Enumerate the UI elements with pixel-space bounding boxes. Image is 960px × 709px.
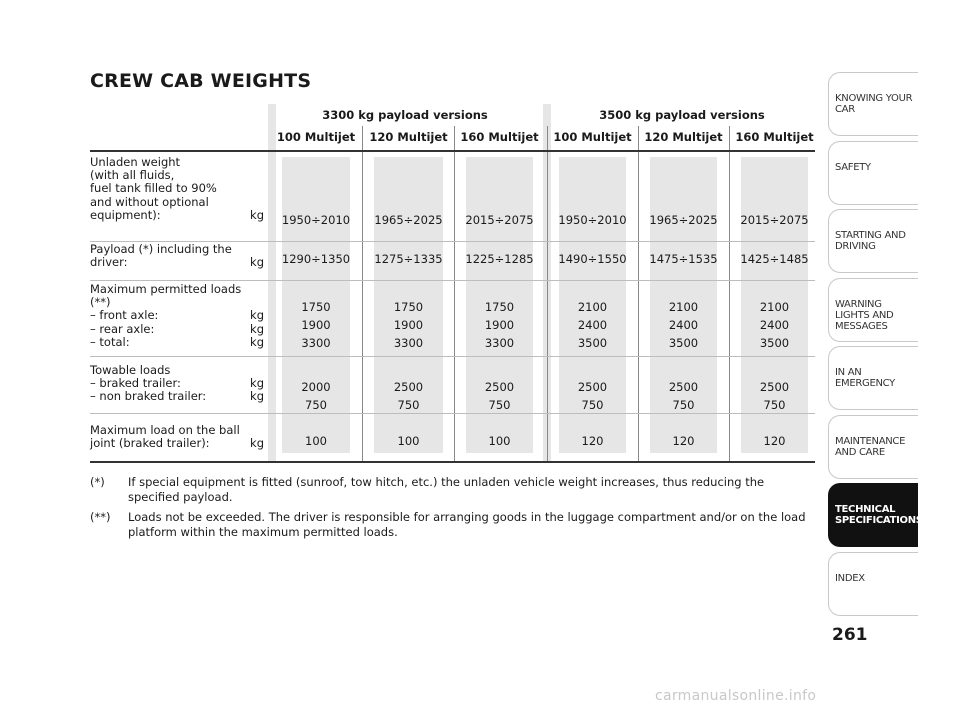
unit-label: kg <box>250 321 264 336</box>
table-cell <box>275 378 357 414</box>
table-cell <box>552 250 633 268</box>
cell-value: 1750 <box>393 300 424 314</box>
column-header: 120 Multijet <box>644 130 723 144</box>
row-label-line: fuel tank filled to 90% <box>90 181 217 196</box>
table-cell <box>552 378 633 414</box>
table-cell <box>643 211 724 229</box>
row-label-text: joint (braked trailer): <box>90 436 210 451</box>
cell-value: 2100 <box>759 300 790 314</box>
cell-value: 1965÷2025 <box>374 213 443 227</box>
table-cell <box>734 211 815 229</box>
cell-value: 1750 <box>484 300 515 314</box>
table-cell <box>367 378 450 414</box>
row-label-line: Maximum load on the ball <box>90 423 240 437</box>
cell-value: 1475÷1535 <box>649 252 718 266</box>
cell-value: 1490÷1550 <box>558 252 627 266</box>
column-header: 160 Multijet <box>460 130 539 144</box>
footnote-mark: (**) <box>90 510 111 524</box>
cell-value: 2100 <box>668 300 699 314</box>
cell-value: 2500 <box>668 380 699 394</box>
table-cell <box>643 250 724 268</box>
unit-label: kg <box>250 376 264 391</box>
row-label-line <box>90 437 264 450</box>
column-divider <box>454 126 455 462</box>
row-label-text: – braked trailer: <box>90 376 181 391</box>
tab-technical-specifications[interactable]: TECHNICAL SPECIFICATIONS <box>828 483 918 547</box>
table-cell <box>367 211 450 229</box>
group-header-3300: 3300 kg payload versions <box>322 108 488 122</box>
table-cell <box>734 432 815 450</box>
cell-value: 2100 <box>577 300 608 314</box>
cell-value: 2400 <box>759 318 790 332</box>
tab-knowing-your-car[interactable]: KNOWING YOUR CAR <box>828 72 918 136</box>
table-cell <box>275 211 357 229</box>
table-cell <box>459 378 540 414</box>
tab-starting-and-driving[interactable]: STARTING AND DRIVING <box>828 209 918 273</box>
table-cell <box>552 298 633 352</box>
cell-value: 3500 <box>668 336 699 350</box>
cell-value: 3300 <box>393 336 424 350</box>
cell-value: 750 <box>305 398 327 412</box>
row-label <box>90 424 264 450</box>
row-label <box>90 156 264 222</box>
row-label-text: – total: <box>90 334 130 349</box>
footnote <box>90 510 810 540</box>
cell-value: 1965÷2025 <box>649 213 718 227</box>
table-cell <box>734 298 815 352</box>
row-label-line <box>90 309 264 322</box>
table-cell <box>367 298 450 352</box>
row-label-line <box>90 209 264 222</box>
cell-value: 2015÷2075 <box>465 213 534 227</box>
cell-value: 1900 <box>393 318 424 332</box>
table-cell <box>734 250 815 268</box>
table-cell <box>643 432 724 450</box>
table-cell <box>459 211 540 229</box>
table-cell <box>275 250 357 268</box>
cell-value: 2015÷2075 <box>740 213 809 227</box>
table-cell <box>552 432 633 450</box>
footnote-text: If special equipment is fitted (sunroof, tow hitch, etc.) the unladen vehicle weight increases, thus reducing the specified payload. <box>128 475 765 504</box>
tab-safety[interactable]: SAFETY <box>828 141 918 205</box>
cell-value: 1750 <box>301 300 331 314</box>
cell-value: 120 <box>763 434 786 448</box>
cell-value: 2400 <box>668 318 699 332</box>
row-label-text: driver: <box>90 255 128 270</box>
column-divider <box>638 126 639 462</box>
cell-value: 1950÷2010 <box>281 213 351 227</box>
cell-value: 2500 <box>759 380 790 394</box>
unit-label: kg <box>250 308 264 323</box>
tab-maintenance-and-care[interactable]: MAINTENANCE AND CARE <box>828 415 918 479</box>
row-divider <box>90 413 815 414</box>
table-cell <box>552 211 633 229</box>
row-divider <box>90 356 815 357</box>
row-label-line <box>90 390 264 403</box>
footnotes <box>90 475 810 545</box>
cell-value: 1425÷1485 <box>740 252 809 266</box>
cell-value: 1950÷2010 <box>558 213 627 227</box>
table-cell <box>367 250 450 268</box>
row-label <box>90 283 264 349</box>
footnote-text: Loads not be exceeded. The driver is responsible for arranging goods in the luggage compartment and/or on the load platform within the maximum permitted loads. <box>128 510 806 539</box>
cell-value: 2500 <box>393 380 424 394</box>
footnote-mark: (*) <box>90 475 105 489</box>
cell-value: 1225÷1285 <box>465 252 534 266</box>
column-header: 100 Multijet <box>276 130 356 144</box>
table-cell <box>459 298 540 352</box>
table-cell <box>459 250 540 268</box>
row-label-line: (with all fluids, <box>90 168 175 183</box>
cell-value: 750 <box>488 398 511 412</box>
column-divider <box>362 126 363 462</box>
table-cell <box>734 378 815 414</box>
cell-value: 1275÷1335 <box>374 252 443 266</box>
cell-value: 100 <box>397 434 420 448</box>
table-cell <box>459 432 540 450</box>
column-divider <box>729 126 730 462</box>
unit-label: kg <box>250 334 264 349</box>
unit-label: kg <box>250 255 264 270</box>
cell-value: 2000 <box>301 380 331 394</box>
tab-in-an-emergency[interactable]: IN AN EMERGENCY <box>828 346 918 410</box>
header-rule <box>90 150 815 152</box>
cell-value: 1900 <box>484 318 515 332</box>
table-cell <box>275 432 357 450</box>
cell-value: 2500 <box>484 380 515 394</box>
table-cell <box>275 298 357 352</box>
row-label-text: – front axle: <box>90 308 159 323</box>
cell-value: 3500 <box>577 336 608 350</box>
cell-value: 2500 <box>577 380 608 394</box>
cell-value: 100 <box>488 434 511 448</box>
tab-index[interactable]: INDEX <box>828 552 918 616</box>
footnote <box>90 475 810 505</box>
cell-value: 3300 <box>484 336 515 350</box>
cell-value: 3300 <box>301 336 331 350</box>
row-label-line: Maximum permitted loads (**) <box>90 282 242 310</box>
cell-value: 750 <box>763 398 786 412</box>
row-label-line <box>90 323 264 336</box>
column-header: 100 Multijet <box>553 130 632 144</box>
cell-value: 3500 <box>759 336 790 350</box>
cell-value: 1290÷1350 <box>281 252 351 266</box>
cell-value: 750 <box>581 398 604 412</box>
unit-label: kg <box>250 389 264 404</box>
group-header-3500: 3500 kg payload versions <box>599 108 765 122</box>
column-header: 120 Multijet <box>369 130 448 144</box>
row-label-line: Unladen weight <box>90 155 181 169</box>
tab-warning-lights-and-messages[interactable]: WARNING LIGHTS AND MESSAGES <box>828 278 918 342</box>
table-cell <box>643 298 724 352</box>
row-label-line: Payload (*) including the <box>90 242 232 256</box>
cell-value: 2400 <box>577 318 608 332</box>
page-title: CREW CAB WEIGHTS <box>90 70 312 92</box>
row-label-text: – non braked trailer: <box>90 389 207 404</box>
row-label-text: – rear axle: <box>90 321 155 336</box>
unit-label: kg <box>250 207 264 222</box>
cell-value: 1900 <box>301 318 331 332</box>
column-header: 160 Multijet <box>735 130 814 144</box>
row-label-line: and without optional <box>90 194 209 209</box>
page-number: 261 <box>832 625 868 645</box>
column-divider <box>547 126 548 462</box>
bottom-rule <box>90 461 815 463</box>
cell-value: 120 <box>672 434 695 448</box>
row-label <box>90 364 264 404</box>
cell-value: 120 <box>581 434 604 448</box>
cell-value: 750 <box>672 398 695 412</box>
row-label-line: Towable loads <box>90 363 171 377</box>
cell-value: 750 <box>397 398 420 412</box>
row-label-line <box>90 256 264 269</box>
watermark: carmanualsonline.info <box>655 688 817 704</box>
row-label <box>90 243 264 269</box>
table-cell <box>367 432 450 450</box>
row-divider <box>90 280 815 281</box>
unit-label: kg <box>250 436 264 451</box>
table-cell <box>643 378 724 414</box>
row-label-text: equipment): <box>90 207 161 222</box>
row-label-line <box>90 336 264 349</box>
cell-value: 100 <box>305 434 327 448</box>
